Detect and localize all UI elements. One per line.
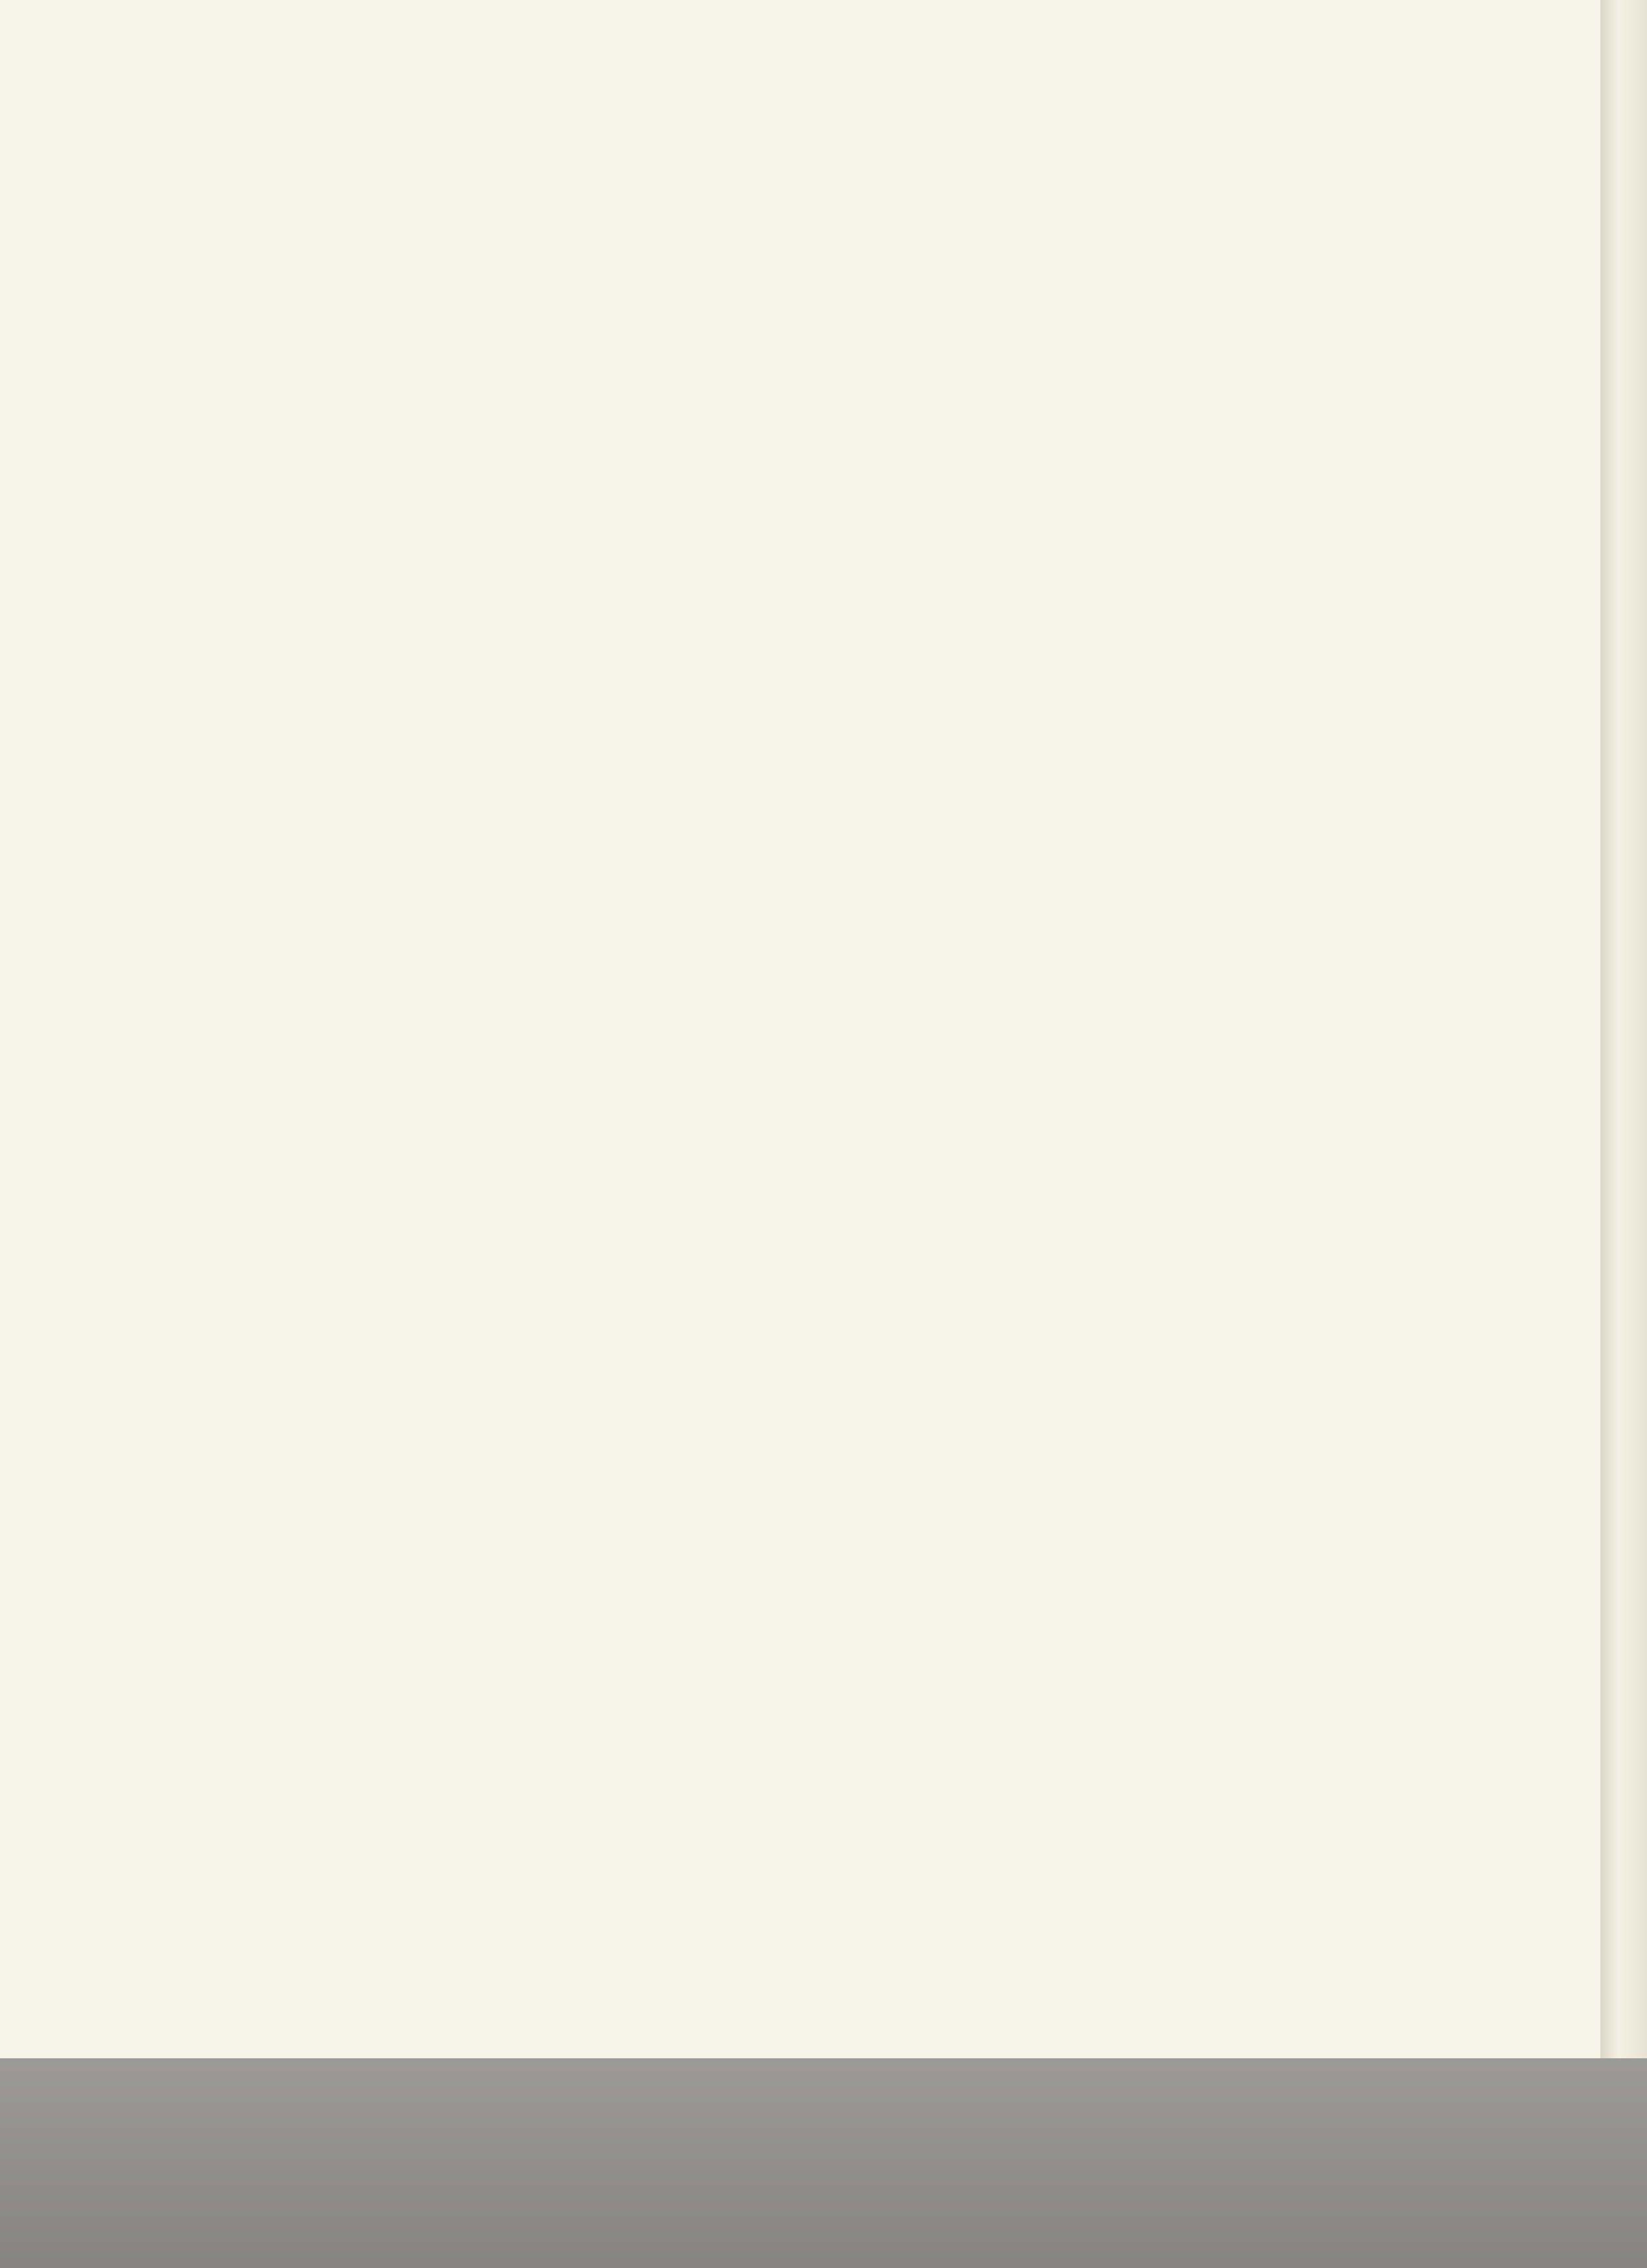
scanner-background bbox=[0, 2058, 1647, 2268]
page-edge bbox=[1600, 0, 1647, 2058]
page-body bbox=[320, 183, 1356, 269]
